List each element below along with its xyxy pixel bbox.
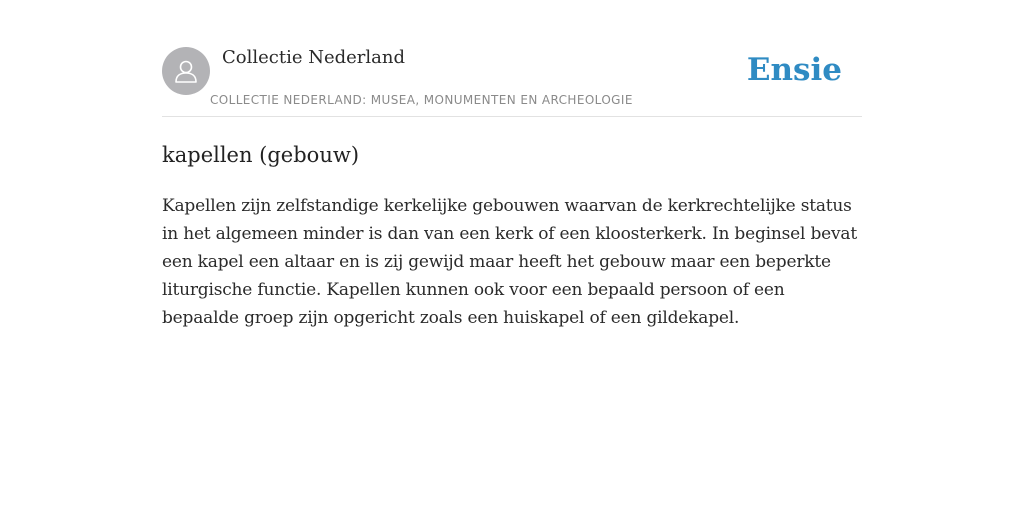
author-subtitle: COLLECTIE NEDERLAND: MUSEA, MONUMENTEN EN ARCHEOLOGIE bbox=[210, 93, 633, 107]
user-silhouette-icon bbox=[172, 57, 200, 85]
author-name[interactable]: Collectie Nederland bbox=[222, 47, 406, 68]
page-title: kapellen (gebouw) bbox=[162, 143, 360, 167]
avatar[interactable] bbox=[162, 47, 210, 95]
ensie-logo[interactable]: Ensie bbox=[746, 52, 842, 88]
article-body: Kapellen zijn zelfstandige kerkelijke gebouwen waarvan de kerkrechtelijke status in het algemeen minder is dan van een kerk of een kloosterkerk. In beginsel bevat een kapel een altaar en is zij gewijd maar heeft het gebouw maar een beperkte liturgische functie. Kapellen kunnen ook voor een bepaald persoon of een bepaalde groep zijn opgericht zoals een huiskapel of een gildekapel. bbox=[162, 196, 857, 328]
header bbox=[162, 46, 862, 117]
